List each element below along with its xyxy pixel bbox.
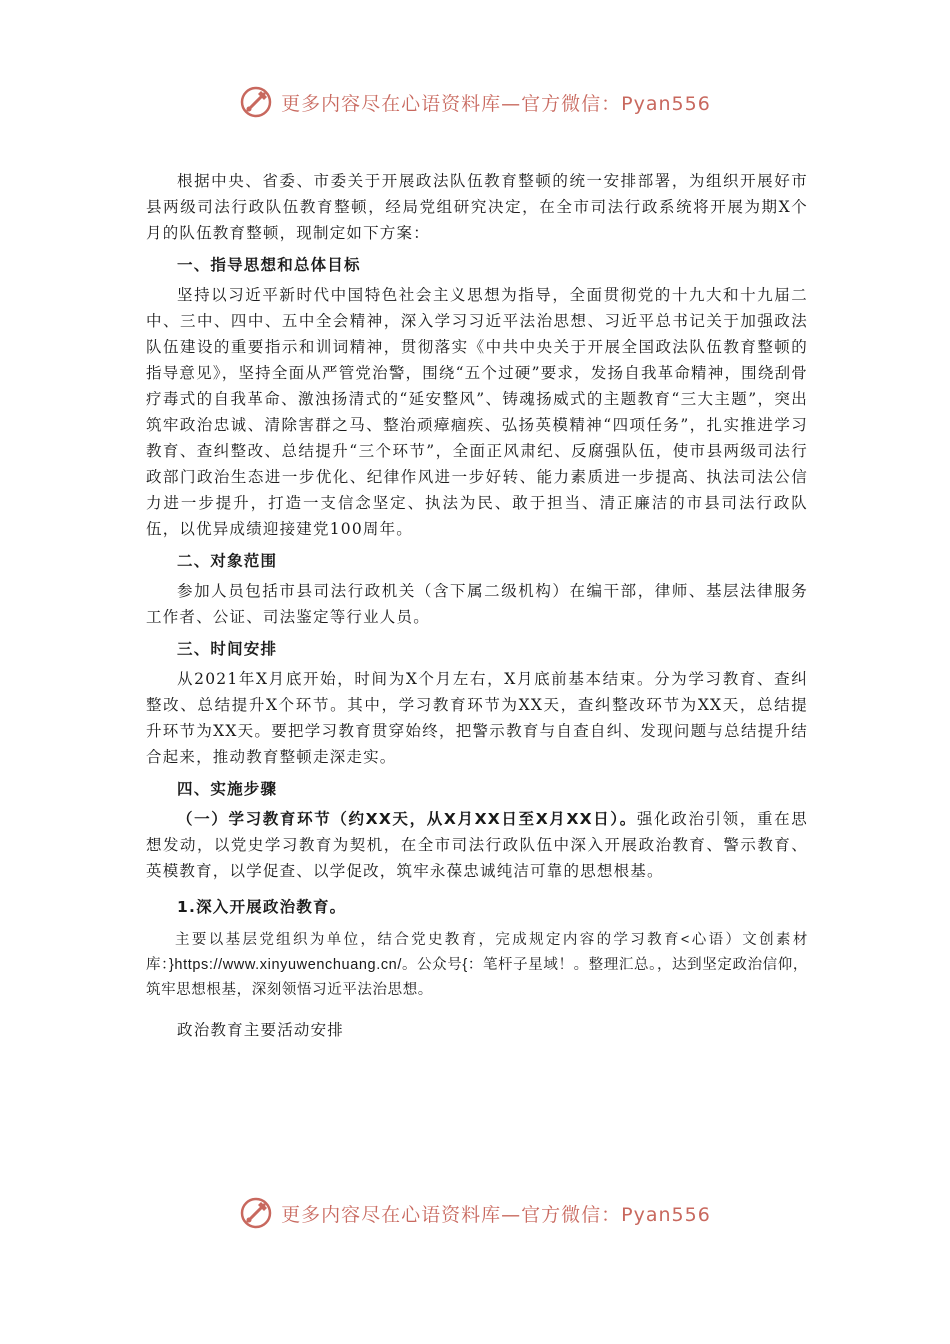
section-heading-guiding-ideology: 一、指导思想和总体目标 <box>177 256 361 274</box>
brush-logo-icon <box>239 1196 273 1230</box>
section-body-implementation <box>146 806 808 884</box>
watermark-text: 更多内容尽在心语资料库—官方微信：Pyan556 <box>281 1203 711 1226</box>
section-heading-scope: 二、对象范围 <box>177 552 278 570</box>
intro-paragraph: 根据中央、省委、市委关于开展政法队伍教育整顿的统一安排部署，为组织开展好市县两级司法行政队伍教育整顿，经局党组研究决定，在全市司法行政系统将开展为期X个月的队伍教育整顿，现制定如下方案： <box>146 172 808 242</box>
section-heading-schedule: 三、时间安排 <box>177 640 278 658</box>
watermark-text: 更多内容尽在心语资料库—官方微信：Pyan556 <box>281 92 711 115</box>
subsection-text-study-phase: 强化政治引领，重在思想发动，以党史学习教育为契机，在全市司法行政队伍中深入开展政治教育、警示教育、英模教育，以学促查、以学促改，筑牢永葆忠诚纯洁可靠的思想根基。 <box>146 810 808 880</box>
header-watermark-banner <box>0 82 950 122</box>
section-body-guiding-ideology: 坚持以习近平新时代中国特色社会主义思想为指导，全面贯彻党的十九大和十九届二中、三中、四中、五中全会精神，深入学习习近平法治思想、习近平总书记关于加强政法队伍建设的重要指示和训词精神，贯彻落实《中共中央关于开展全国政法队伍教育整顿的指导意见》，坚持全面从严管党治警，围绕“五个过硬”要求，发扬自我革命精神，围绕刮骨疗毒式的自我革命、激浊扬清式的“延安整风”、铸魂扬威式的主题教育“三大主题”，突出筑牢政治忠诚、清除害群之马、整治顽瘴痼疾、弘扬英模精神“四项任务”，扎实推进学习教育、查纠整改、总结提升“三个环节”，全面正风肃纪、反腐强队伍，使市县两级司法行政部门政治生态进一步优化、纪律作风进一步好转、能力素质进一步提高、执法司法公信力进一步提升，打造一支信念坚定、执法为民、敢于担当、清正廉洁的市县司法行政队伍，以优异成绩迎接建党100周年。 <box>146 286 808 538</box>
footer-watermark-banner <box>0 1193 950 1233</box>
brush-logo-icon <box>239 85 273 119</box>
section-body-scope: 参加人员包括市县司法行政机关（含下属二级机构）在编干部，律师、基层法律服务工作者、公证、司法鉴定等行业人员。 <box>146 582 808 626</box>
document-body <box>146 168 808 1043</box>
subsection-lead-study-phase: （一）学习教育环节（约XX天，从X月XX日至X月XX日）。 <box>177 810 637 828</box>
closing-line: 政治教育主要活动安排 <box>177 1021 345 1039</box>
section-body-schedule: 从2021年X月底开始，时间为X个月左右，X月底前基本结束。分为学习教育、查纠整改、总结提升X个环节。其中，学习教育环节为XX天，查纠整改环节为XX天，总结提升环节为XX天。要把学习教育贯穿始终，把警示教育与自查自纠、发现问题与总结提升结合起来，推动教育整顿走深走实。 <box>146 670 808 766</box>
item-body-political-education: 主要以基层党组织为单位，结合党史教育，完成规定内容的学习教育<心语）文创素材库：}https://www.xinyuwenchuang.cn/。公众号{：笔杆子星域！。整理汇总。，达到坚定政治信仰，筑牢思想根基，深刻领悟习近平法治思想。 <box>146 932 808 998</box>
item-heading-political-education: 1.深入开展政治教育。 <box>177 898 347 916</box>
section-heading-implementation: 四、实施步骤 <box>177 780 278 798</box>
